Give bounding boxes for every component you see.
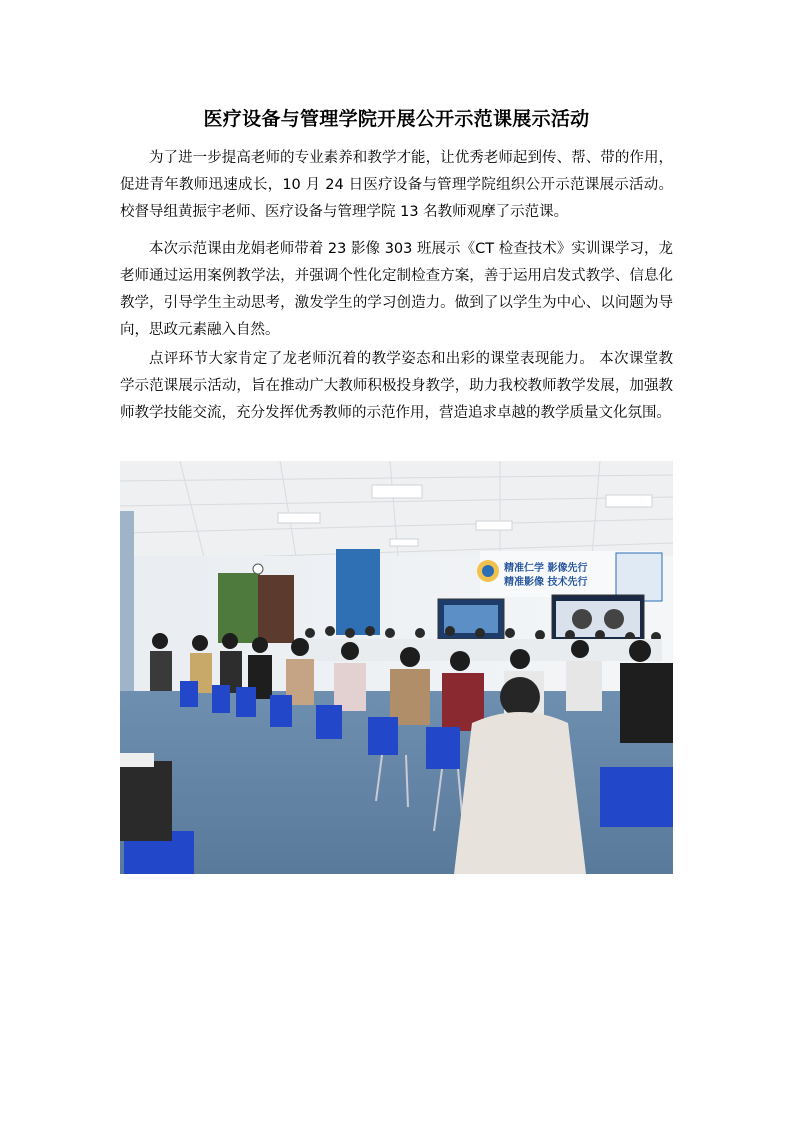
paragraph-lesson: 本次示范课由龙娟老师带着 23 影像 303 班展示《CT 检查技术》实训课学习，龙老师通过运用案例教学法，并强调个性化定制检查方案，善于运用启发式教学、信息化教学，引导学生主动思考，激发学生的学习创造力。做到了以学生为中心、以问题为导向，思政元素融入自然。 [120,241,673,338]
classroom-photo [120,461,673,874]
wall-slogan-line1: 精准仁学 影像先行 [504,563,588,574]
article-title: 医疗设备与管理学院开展公开示范课展示活动 [203,108,590,130]
paragraph-review: 点评环节大家肯定了龙老师沉着的教学姿态和出彩的课堂表现能力。 本次课堂教学示范课展示活动，旨在推动广大教师积极投身教学，助力我校教师教学发展，加强教师教学技能交流，充分发挥优秀教师的示范作用，营造追求卓越的教学质量文化氛围。 [120,351,673,421]
paragraph-intro: 为了进一步提高老师的专业素养和教学才能，让优秀老师起到传、帮、带的作用，促进青年教师迅速成长，10 月 24 日医疗设备与管理学院组织公开示范课展示活动。校督导组黄振宇老师、医疗设备与管理学院 13 名教师观摩了示范课。 [120,150,673,220]
wall-slogan-line2: 精准影像 技术先行 [504,577,588,588]
